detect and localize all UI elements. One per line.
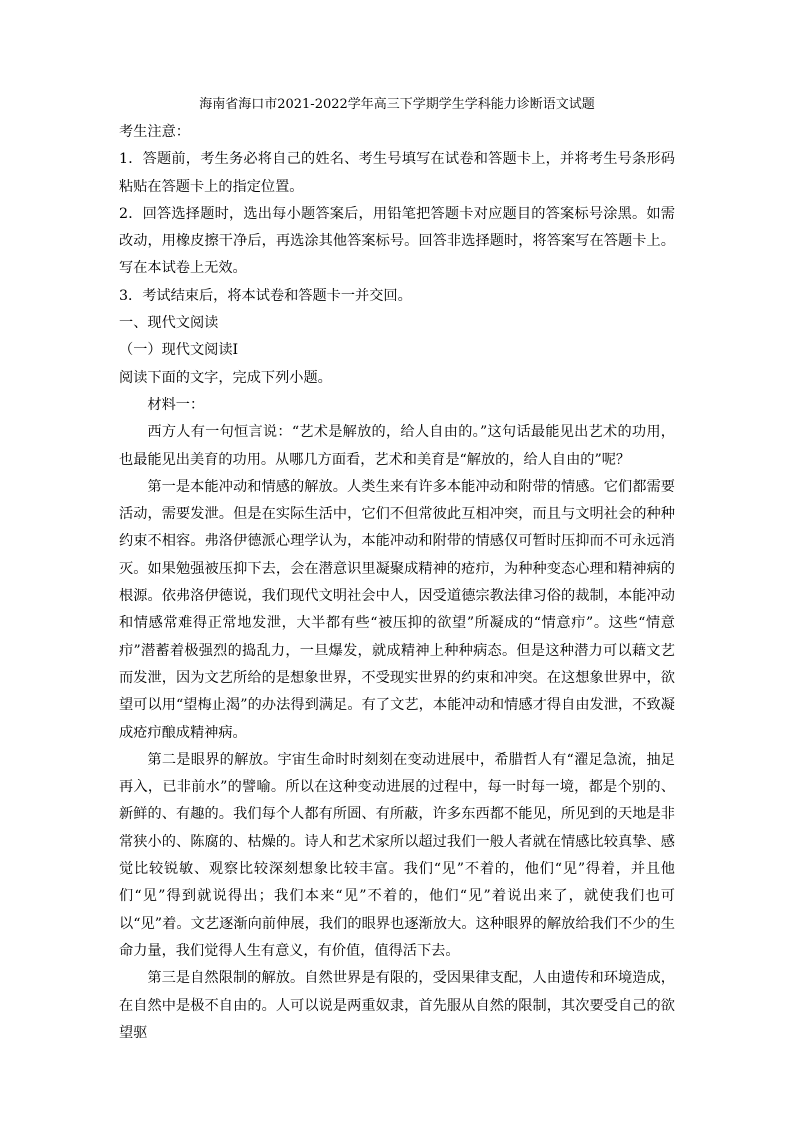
notice-heading: 考生注意： (119, 124, 190, 140)
material-label: 材料一： (147, 396, 205, 413)
subsection-heading: （一）现代文阅读Ⅰ (119, 342, 239, 359)
body-paragraph: 第一是本能冲动和情感的解放。人类生来有许多本能冲动和附带的情感。它们都需要活动，需要发泄。但是在实际生活中，它们不但常彼此互相冲突，而且与文明社会的种种约束不相容。弗洛伊德派心理学认为，本能冲动和附带的情感仅可暂时压抑而不可永远消灭。如果勉强被压抑下去，会在潜意识里凝聚成精神的疮疖，为种种变态心理和精神病的根源。依弗洛伊德说，我们现代文明社会中人，因受道德宗教法律习俗的裁制，本能冲动和情感常难得正常地发泄，大半都有些“被压抑的欲望”所凝成的“情意疖”。这些“情意疖”潜蓄着极强烈的捣乱力，一旦爆发，就成精神上种种病态。但是这种潜力可以藉文艺而发泄，因为文艺所给的是想象世界，不受现实世界的约束和冲突。在这想象世界中，欲望可以用“望梅止渴”的办法得到满足。有了文艺，本能冲动和情感才得自由发泄，不致凝成疮疖酿成精神病。 (119, 478, 675, 741)
body-paragraph: 西方人有一句恒言说：“艺术是解放的，给人自由的。”这句话最能见出艺术的功用，也最能见出美育的功用。从哪几方面看，艺术和美育是“解放的，给人自由的”呢？ (119, 424, 675, 468)
notice-item: 3．考试结束后，将本试卷和答题卡一并交回。 (119, 287, 412, 304)
section-heading: 一、现代文阅读 (119, 315, 219, 332)
body-paragraph: 第二是眼界的解放。宇宙生命时时刻刻在变动进展中，希腊哲人有“濯足急流，抽足再入，已非前水”的譬喻。所以在这种变动进展的过程中，每一时每一境，都是个别的、新鲜的、有趣的。我们每个人都有所圄、有所蔽，许多东西都不能见，所见到的天地是非常狭小的、陈腐的、枯燥的。诗人和艺术家所以超过我们一般人者就在情感比较真挚、感觉比较锐敏、观察比较深刻想象比较丰富。我们“见”不着的，他们“见”得着，并且他们“见”得到就说得出；我们本来“见”不着的，他们“见”着说出来了，就使我们也可以“见”着。文艺逐渐向前伸展，我们的眼界也逐渐放大。这种眼界的解放给我们不少的生命力量，我们觉得人生有意义，有价值，值得活下去。 (119, 751, 675, 959)
notice-item: 2．回答选择题时，选出每小题答案后，用铅笔把答题卡对应题目的答案标号涂黑。如需改动，用橡皮擦干净后，再选涂其他答案标号。回答非选择题时，将答案写在答题卡上。写在本试卷上无效。 (119, 205, 675, 277)
body-paragraph: 第三是自然限制的解放。自然世界是有限的，受因果律支配，人由遗传和环境造成，在自然中是极不自由的。人可以说是两重奴隶，首先服从自然的限制，其次要受自己的欲望驱 (119, 970, 675, 1041)
notice-item: 1．答题前，考生务必将自己的姓名、考生号填写在试卷和答题卡上，并将考生号条形码粘贴在答题卡上的指定位置。 (119, 151, 675, 195)
reading-instruction: 阅读下面的文字，完成下列小题。 (119, 369, 332, 386)
document-title: 海南省海口市2021-2022学年高三下学期学生学科能力诊断语文试题 (199, 97, 595, 112)
document-page (119, 96, 675, 1047)
